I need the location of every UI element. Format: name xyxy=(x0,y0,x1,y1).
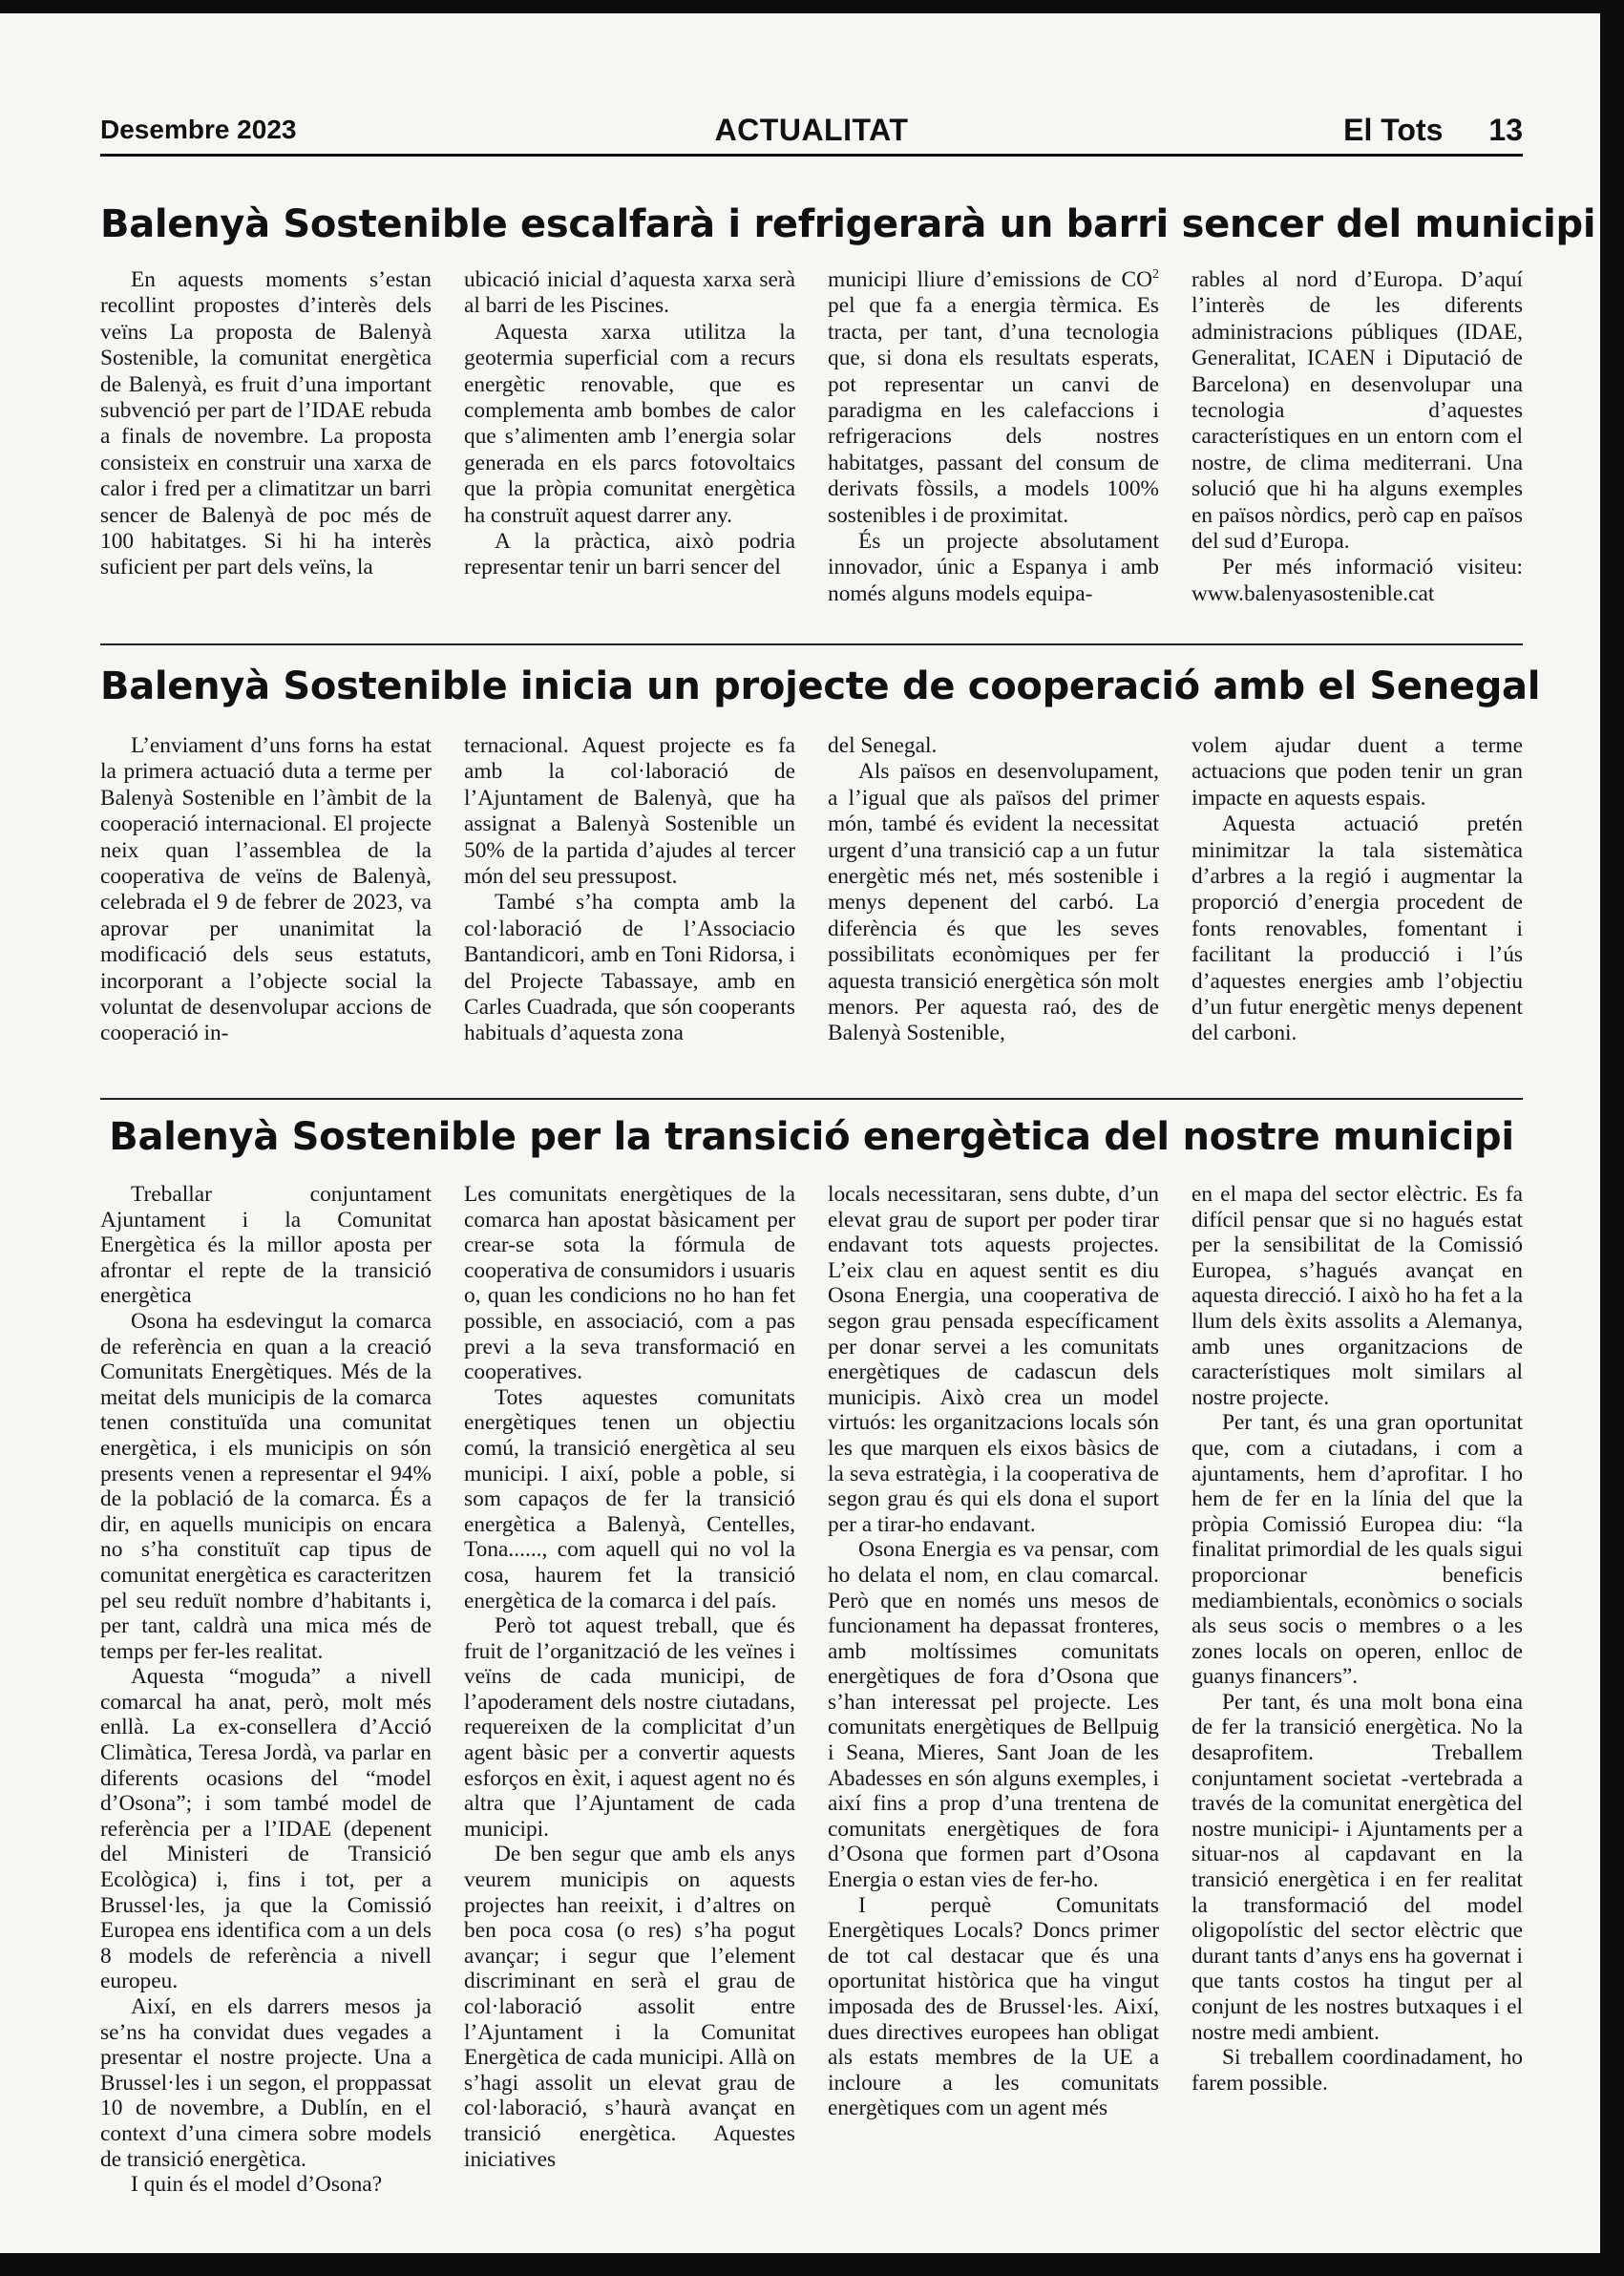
column-1 xyxy=(100,1182,432,2198)
column-2 xyxy=(464,733,795,1047)
paragraph: Per tant, és una molt bona eina de fer la transició energètica. No la desaprofitem. Treballem conjuntament societat -vertebrada a través de la comunitat energètica del nostre municipi- i Ajuntaments per a situar-nos al capdavant en la transició energètica i en fer realitat la transformació del model oligopolístic del sector elèctric que durant tants d’anys ens ha governat i que tants costos ha tingut per al conjunt de les nostres butxaques i el nostre medi ambient. xyxy=(1192,1689,1523,2045)
paragraph: ubicació inicial d’aquesta xarxa serà al barri de les Piscines. xyxy=(464,267,795,319)
article-body xyxy=(100,733,1523,1047)
column-2 xyxy=(464,1182,795,2198)
column-3 xyxy=(828,733,1159,1047)
paragraph: rables al nord d’Europa. D’aquí l’interès de les diferents administracions públiques (IDAE, Generalitat, ICAEN i Diputació de Barcelona) en desenvolupar una tecnologia d’aquestes característiques en un entorn com el nostre, de clima mediterrani. Una solució que hi ha alguns exemples en països nòrdics, però cap en països del sud d’Europa. xyxy=(1192,267,1523,555)
paragraph: del Senegal. xyxy=(828,733,938,758)
column-4 xyxy=(1192,1182,1523,2198)
paragraph: ternacional. Aquest projecte es fa amb la col·laboració de l’Ajuntament de Balenyà, que ha assignat a Balenyà Sostenible un 50% de la partida d’ajudes al tercer món del seu pressupost. xyxy=(464,733,795,890)
column-4 xyxy=(1192,733,1523,1047)
paragraph: En aquests moments s’estan recollint propostes d’interès dels veïns La proposta de Balenyà Sostenible, la comunitat energètica de Balenyà, es fruit d’una important subvenció per part de l’IDAE rebuda a finals de novembre. La proposta consisteix en construir una xarxa de calor i fred per a climatitzar un barri sencer de Balenyà de poc més de 100 habitatges. Si hi ha interès suficient per part dels veïns, la xyxy=(100,267,432,580)
paragraph: I quin és el model d’Osona? xyxy=(131,2172,383,2198)
paragraph: Aquesta “moguda” a nivell comarcal ha anat, però, molt més enllà. La ex-consellera d’Acció Climàtica, Teresa Jordà, va parlar en diferents ocasions del “model d’Osona”; i som també model de referència per a l’IDAE (depenent del Ministeri de Transició Ecològica) i, fins i tot, per a Brussel·les, ja que la Comissió Europea ens identifica com a un dels 8 models de referència a nivell europeu. xyxy=(100,1664,432,1994)
article-body xyxy=(100,267,1523,607)
column-3 xyxy=(828,1182,1159,2198)
paragraph: I perquè Comunitats Energètiques Locals? Doncs primer de tot cal destacar que és una oportunitat històrica que ha vingut imposada des de Brussel·les. Així, dues directives europees han obligat als estats membres de la UE a incloure a les comunitats energètiques com un agent més xyxy=(828,1892,1159,2121)
article-headline: Balenyà Sostenible escalfarà i refrigerarà un barri sencer del municipi xyxy=(100,202,1596,246)
column-1 xyxy=(100,267,432,607)
paragraph: Si treballem coordinadament, ho farem possible. xyxy=(1192,2045,1523,2096)
publication-name: El Tots xyxy=(1343,113,1444,147)
paragraph: Per tant, és una gran oportunitat que, com a ciutadans, i com a ajuntaments, hem d’aprofitar. I ho hem de fer en la línia del que la pròpia Comissió Europea diu: “la finalitat primordial de les quals sigui proporcionar beneficis mediambientals, econòmics o socials als seus socis o membres o a les zones locals on operen, enlloc de guanys financers”. xyxy=(1192,1410,1523,1690)
paragraph: Però tot aquest treball, que és fruit de l’organització de les veïnes i veïns de cada municipi, de l’apoderament dels nostre ciutadans, requereixen de la complicitat d’un agent bàsic per a convertir aquests esforços en èxit, i aquest agent no és altra que l’Ajuntament de cada municipi. xyxy=(464,1613,795,1842)
column-2 xyxy=(464,267,795,607)
paragraph: Osona Energia es va pensar, com ho delata el nom, en clau comarcal. Però que en només uns mesos de funcionament ha depassat fronteres, amb moltíssimes comunitats energètiques de fora d’Osona que s’han interessat pel projecte. Les comunitats energètiques de Bellpuig i Seana, Mieres, Sant Joan de les Abadesses en són alguns exemples, i així fins a prop d’una trentena de comunitats energètiques de fora d’Osona que formen part d’Osona Energia o estan vies de fer-ho. xyxy=(828,1537,1159,1893)
paragraph: De ben segur que amb els anys veurem municipis on aquests projectes han reeixit, i d’altres on ben poca cosa (o res) s’ha pogut avançar; i segur que l’element discriminant en serà el grau de col·laboració assolit entre l’Ajuntament i la Comunitat Energètica de cada municipi. Allà on s’hagi assolit un elevat grau de col·laboració, s’haurà avançat en transició energètica. Aquestes iniciatives xyxy=(464,1842,795,2172)
article-divider xyxy=(100,643,1523,645)
paragraph: municipi lliure d’emissions de $CO^2$ pel que fa a energia tèrmica. Es tracta, per tant, d’una tecnologia que, si dona els resultats esperats, pot representar un canvi de paradigma en les calefaccions i refrigeracions dels nostres habitatges, passant del consum de derivats fòssils, a models 100% sostenibles i de proximitat. xyxy=(828,267,1159,528)
section-title: ACTUALITAT xyxy=(714,113,909,147)
paragraph: Així, en els darrers mesos ja se’ns ha convidat dues vegades a presentar el nostre projecte. Una a Brussel·les i un segon, el proppassat 10 de novembre, a Dublín, en el context d’una cimera sobre models de transició energètica. xyxy=(100,1994,432,2172)
header-right xyxy=(1343,113,1523,148)
paragraph: També s’ha compta amb la col·laboració de l’Associacio Bantandicori, amb en Toni Ridorsa, i del Projecte Tabassaye, amb en Carles Cuadrada, que són cooperants habituals d’aquesta zona xyxy=(464,890,795,1046)
article-body xyxy=(100,1182,1523,2198)
paragraph: locals necessitaran, sens dubte, d’un elevat grau de suport per poder tirar endavant tots aquests projectes. L’eix clau en aquest sentit es diu Osona Energia, una cooperativa de segon grau pensada específicament per donar servei a les comunitats energètiques de cadascun dels municipis. Això crea un model virtuós: les organitzacions locals són les que marquen els eixos bàsics de la seva estratègia, i la cooperativa de segon grau és qui els dona el suport per a tirar-ho endavant. xyxy=(828,1182,1159,1537)
page-number: 13 xyxy=(1488,113,1523,147)
paragraph: Treballar conjuntament Ajuntament i la Comunitat Energètica és la millor aposta per afrontar el repte de la transició energètica xyxy=(100,1182,432,1309)
newspaper-page xyxy=(0,13,1600,2253)
paragraph: en el mapa del sector elèctric. Es fa difícil pensar que si no hagués estat per la sensibilitat de la Comissió Europea, s’hagués avançat en aquesta direcció. I això ho ha fet a la llum dels èxits assolits a Alemanya, amb unes organitzacions de característiques molt similars al nostre projecte. xyxy=(1192,1182,1523,1410)
paragraph: Osona ha esdevingut la comarca de referència en quan a la creació Comunitats Energètiques. Més de la meitat dels municipis de la comarca tenen constituïda una comunitat energètica, i els municipis on són presents venen a representar el 94% de la població de la comarca. És a dir, en aquells municipis on encara no s’ha constituït cap tipus de comunitat energètica es caracteritzen pel seu reduït nombre d’habitants i, per tant, caldrà una mica més de temps per fer-les realitat. xyxy=(100,1308,432,1664)
paragraph: volem ajudar duent a terme actuacions que poden tenir un gran impacte en aquests espais. xyxy=(1192,733,1523,811)
issue-date: Desembre 2023 xyxy=(100,115,297,144)
article-headline: Balenyà Sostenible per la transició energètica del nostre municipi xyxy=(109,1115,1514,1159)
page-header xyxy=(100,113,1523,157)
paragraph: Les comunitats energètiques de la comarca han apostat bàsicament per crear-se sota la fórmula de cooperativa de consumidors i usuaris o, quan les condicions no ho han fet possible, en associació, com a pas previ a la seva transformació en cooperatives. xyxy=(464,1182,795,1385)
article-headline: Balenyà Sostenible inicia un projecte de cooperació amb el Senegal xyxy=(100,664,1541,708)
article-heating-cooling xyxy=(100,200,1596,607)
paragraph: Aquesta xarxa utilitza la geotermia superficial com a recurs energètic renovable, que es complementa amb bombes de calor que s’alimenten amb l’energia solar generada en els parcs fotovoltaics que la pròpia comunitat energètica ha construït aquest darrer any. xyxy=(464,319,795,528)
paragraph: És un projecte absolutament innovador, únic a Espanya i amb només alguns models equipa- xyxy=(828,529,1159,606)
column-3 xyxy=(828,267,1159,607)
paragraph: Als països en desenvolupament, a l’igual que als països del primer món, també és evident la necessitat urgent d’una transició cap a un futur energètic més net, més sostenible i menys depenent del carbó. La diferència és que les seves possibilitats econòmiques per fer aquesta transició energètica són molt menors. Per aquesta raó, des de Balenyà Sostenible, xyxy=(828,759,1159,1046)
paragraph: Totes aquestes comunitats energètiques tenen un objectiu comú, la transició energètica al seu municipi. I així, poble a poble, si som capaços de fer la transició energètica a Balenyà, Centelles, Tona......, com aquell qui no vol la cosa, haurem fet la transició energètica de la comarca i del país. xyxy=(464,1384,795,1613)
paragraph: Per més informació visiteu: www.balenyasostenible.cat xyxy=(1192,555,1523,606)
article-senegal xyxy=(100,663,1541,1047)
column-4 xyxy=(1192,267,1523,607)
paragraph: L’enviament d’uns forns ha estat la primera actuació duta a terme per Balenyà Sostenible en l’àmbit de la cooperació internacional. El projecte neix quan l’assemblea de la cooperativa de veïns de Balenyà, celebrada el 9 de febrer de 2023, va aprovar per unanimitat la modificació dels seus estatuts, incorporant a l’objecte social la voluntat de desenvolupar accions de cooperació in- xyxy=(100,733,432,1046)
article-energy-transition xyxy=(100,1113,1523,2198)
paragraph: Aquesta actuació pretén minimitzar la tala sistemàtica d’arbres a la regió i augmentar la proporció d’energia procedent de fonts renovables, fomentant i facilitant la producció i l’ús d’aquestes energies amb l’objectiu d’un futur energètic menys depenent del carboni. xyxy=(1192,811,1523,1046)
article-divider xyxy=(100,1098,1523,1100)
column-1 xyxy=(100,733,432,1047)
paragraph: A la pràctica, això podria representar tenir un barri sencer del xyxy=(464,529,795,580)
